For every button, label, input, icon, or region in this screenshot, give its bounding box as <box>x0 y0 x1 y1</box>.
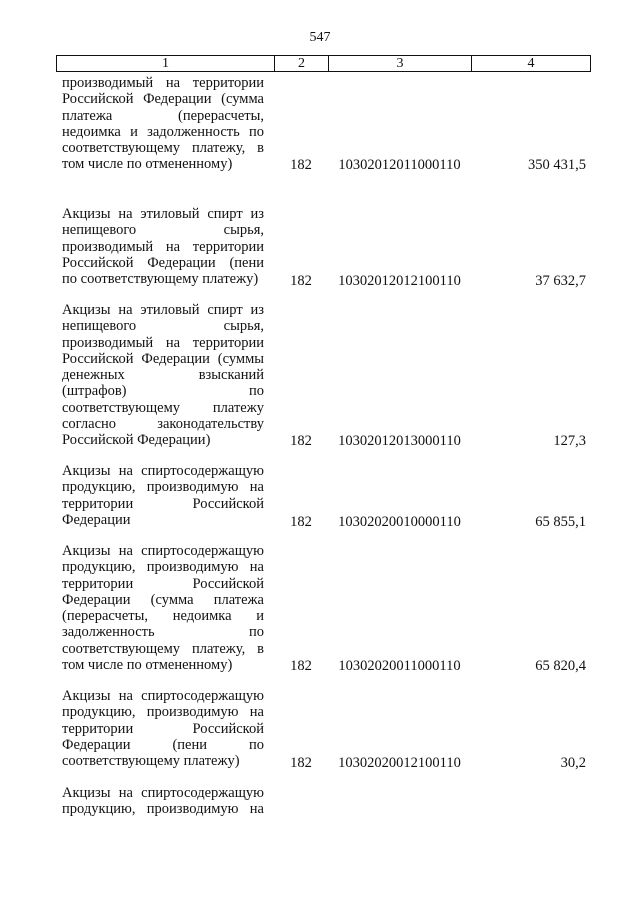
admin-code: 182 <box>290 514 312 530</box>
admin-code: 182 <box>290 433 312 449</box>
description-line: Акцизы на спиртосодержащую <box>62 543 264 559</box>
row-description <box>62 75 264 173</box>
row-description <box>62 206 264 287</box>
description-line: (перерасчеты, недоимка и <box>62 608 264 625</box>
amount-value: 37 632,7 <box>535 273 586 289</box>
description-line: Российской Федерации (пени <box>62 254 264 271</box>
description-line: Акцизы на этиловый спирт из <box>62 206 264 222</box>
description-line: производимый на территории <box>62 334 264 351</box>
amount-value: 30,2 <box>560 755 586 771</box>
amount-value: 350 431,5 <box>528 157 586 173</box>
budget-classification-code: 10302020010000110 <box>338 514 461 530</box>
header-col-2: 2 <box>275 56 329 71</box>
table-header-row <box>56 55 591 72</box>
description-line: производимый на территории <box>62 75 264 91</box>
description-line: том числе по отмененному) <box>62 657 233 674</box>
description-line: территории Российской <box>62 575 264 592</box>
row-description <box>62 785 264 818</box>
description-line: Акцизы на спиртосодержащую <box>62 463 264 479</box>
amount-value: 127,3 <box>553 433 586 449</box>
admin-code: 182 <box>290 157 312 173</box>
description-line: Российской Федерации) <box>62 432 211 449</box>
description-line: платежа (перерасчеты, <box>62 107 264 124</box>
description-line: продукцию, производимую на <box>62 559 264 576</box>
page-number: 547 <box>309 30 331 45</box>
description-line: недоимка и задолженность по <box>62 123 264 140</box>
budget-classification-code: 10302020011000110 <box>338 658 461 674</box>
description-line: Акцизы на спиртосодержащую <box>62 688 264 704</box>
description-line: Акцизы на этиловый спирт из <box>62 302 264 318</box>
description-line: продукцию, производимую на <box>62 704 264 721</box>
budget-classification-code: 10302012011000110 <box>338 157 461 173</box>
amount-value: 65 855,1 <box>535 514 586 530</box>
header-col-4: 4 <box>527 56 535 71</box>
description-line: (штрафов) по <box>62 383 264 400</box>
description-line: производимый на территории <box>62 238 264 255</box>
description-line: Федерации (сумма платежа <box>62 591 264 608</box>
description-line: территории Российской <box>62 495 264 512</box>
budget-classification-code: 10302012012100110 <box>338 273 461 289</box>
description-line: Российской Федерации (суммы <box>62 350 264 367</box>
description-line: Федерации (пени по <box>62 736 264 753</box>
description-line: продукцию, производимую на <box>62 801 264 818</box>
header-col-3: 3 <box>329 56 472 71</box>
budget-classification-code: 10302012013000110 <box>338 433 461 449</box>
description-line: Акцизы на спиртосодержащую <box>62 785 264 801</box>
description-line: Российской Федерации (сумма <box>62 91 264 108</box>
admin-code: 182 <box>290 658 312 674</box>
row-description <box>62 688 264 769</box>
description-line: соответствующему платежу, в <box>62 140 264 157</box>
row-description <box>62 302 264 449</box>
description-line: непищевого сырья, <box>62 222 264 239</box>
admin-code: 182 <box>290 755 312 771</box>
description-line: денежных взысканий <box>62 367 264 384</box>
description-line: по соответствующему платежу) <box>62 271 259 288</box>
description-line: непищевого сырья, <box>62 318 264 335</box>
amount-value: 65 820,4 <box>535 658 586 674</box>
description-line: территории Российской <box>62 720 264 737</box>
description-line: соответствующему платежу, в <box>62 640 264 657</box>
description-line: Федерации <box>62 511 131 528</box>
description-line: продукцию, производимую на <box>62 479 264 496</box>
row-description <box>62 463 264 528</box>
description-line: том числе по отмененному) <box>62 156 233 173</box>
header-col-1: 1 <box>57 56 275 71</box>
admin-code: 182 <box>290 273 312 289</box>
description-line: задолженность по <box>62 624 264 641</box>
budget-classification-code: 10302020012100110 <box>338 755 461 771</box>
row-description <box>62 543 264 673</box>
description-line: соответствующему платежу) <box>62 753 240 770</box>
description-line: соответствующему платежу <box>62 399 264 416</box>
description-line: согласно законодательству <box>62 416 264 433</box>
